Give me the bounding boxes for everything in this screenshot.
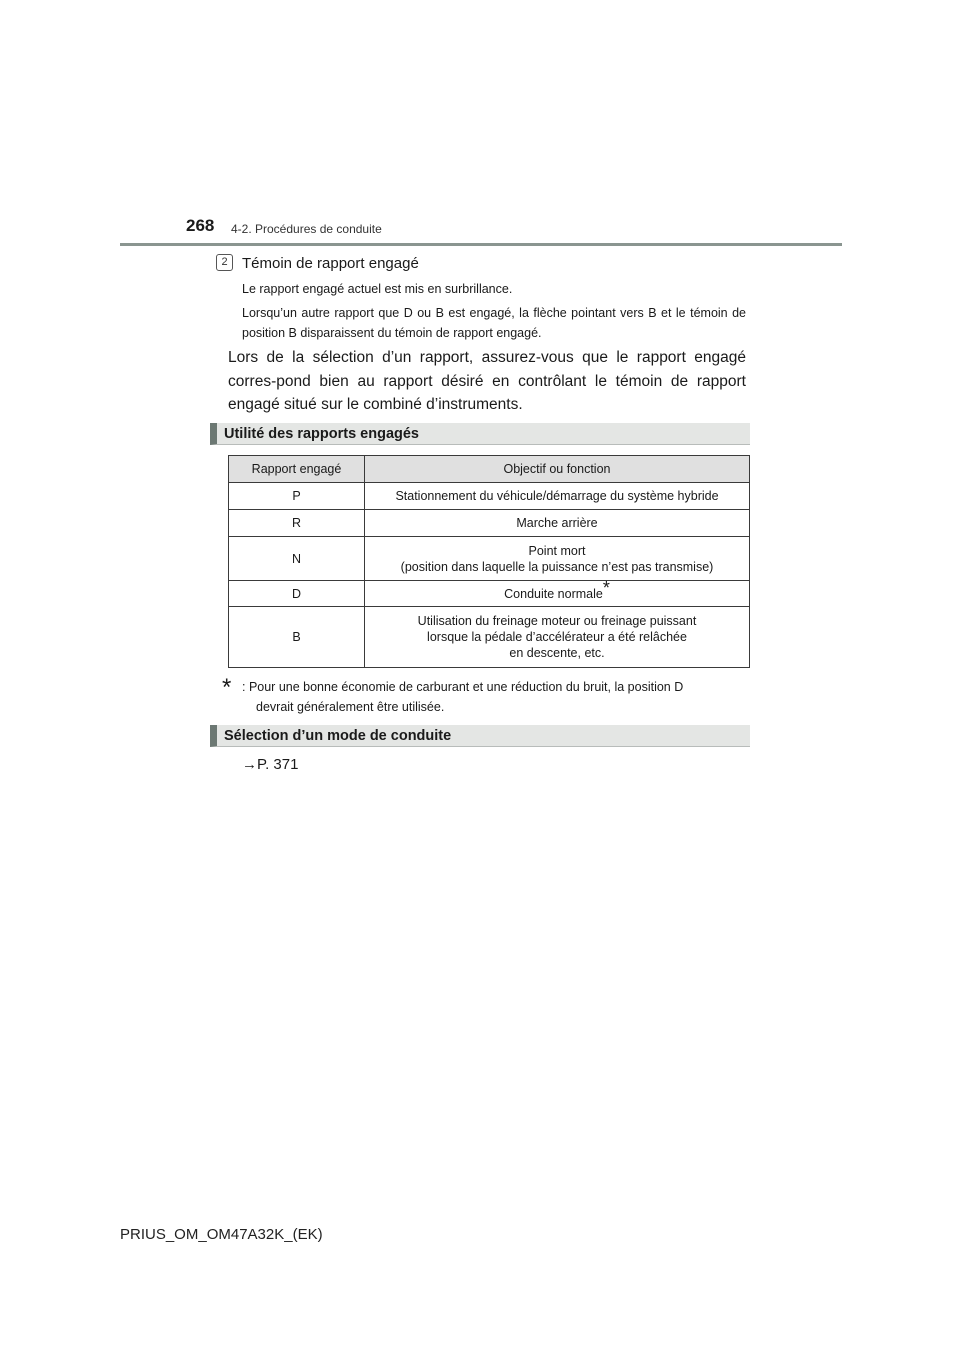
function-cell — [365, 537, 750, 581]
function-line: (position dans laquelle la puissance n’est pas transmise) — [400, 559, 714, 574]
item-number-badge: 2 — [216, 254, 233, 271]
function-line: Conduite normale — [504, 586, 603, 601]
item-description: Le rapport engagé actuel est mis en surbrillance. — [242, 282, 513, 296]
function-line: lorsque la pédale d’accélérateur a été relâchée — [427, 630, 687, 644]
gear-cell: D — [229, 581, 365, 607]
table-header-row — [229, 456, 750, 483]
function-line: en descente, etc. — [509, 646, 605, 660]
table-row — [229, 581, 750, 607]
table-row — [229, 510, 750, 537]
section-heading: Utilité des rapports engagés — [210, 423, 750, 445]
function-line: Utilisation du freinage moteur ou freinage puissant — [417, 614, 697, 628]
header-rule — [120, 243, 842, 246]
intro-paragraph: Lors de la sélection d’un rapport, assurez-vous que le rapport engagé corres-pond bien au rapport désiré en contrôlant le témoin de rapport engagé situé sur le combiné d’instruments. — [228, 349, 746, 413]
table-header-cell: Objectif ou fonction — [365, 456, 750, 483]
footnote-marker: * — [602, 577, 610, 598]
document-code: PRIUS_OM_OM47A32K_(EK) — [120, 1226, 323, 1243]
gear-cell: R — [229, 510, 365, 537]
page-reference-link[interactable]: →P. 371 — [242, 756, 299, 773]
item-description: Lorsqu’un autre rapport que D ou B est engagé, la flèche pointant vers B et le témoin de position B disparaissent du témoin de rapport engagé. — [242, 306, 746, 340]
table-header-cell: Rapport engagé — [229, 456, 365, 483]
function-cell — [365, 510, 750, 537]
page-number: 268 — [186, 216, 215, 235]
table-row — [229, 537, 750, 581]
running-head: 4-2. Procédures de conduite — [231, 222, 382, 236]
footnote-text: devrait généralement être utilisée. — [256, 700, 445, 714]
item-title: Témoin de rapport engagé — [242, 255, 419, 272]
function-cell — [365, 483, 750, 510]
gear-table — [228, 455, 750, 668]
function-line: Marche arrière — [516, 516, 598, 530]
function-line: Stationnement du véhicule/démarrage du système hybride — [395, 489, 719, 503]
table-row — [229, 607, 750, 668]
gear-cell: N — [229, 537, 365, 581]
function-line: Point mort — [528, 543, 586, 558]
gear-cell: B — [229, 607, 365, 668]
function-cell — [365, 607, 750, 668]
function-cell — [365, 577, 750, 607]
table-row — [229, 483, 750, 510]
gear-cell: P — [229, 483, 365, 510]
footnote — [242, 677, 746, 717]
footnote-text: : Pour une bonne économie de carburant et une réduction du bruit, la position D — [242, 680, 684, 694]
section-heading: Sélection d’un mode de conduite — [210, 725, 750, 747]
footnote-marker: * — [222, 674, 232, 701]
